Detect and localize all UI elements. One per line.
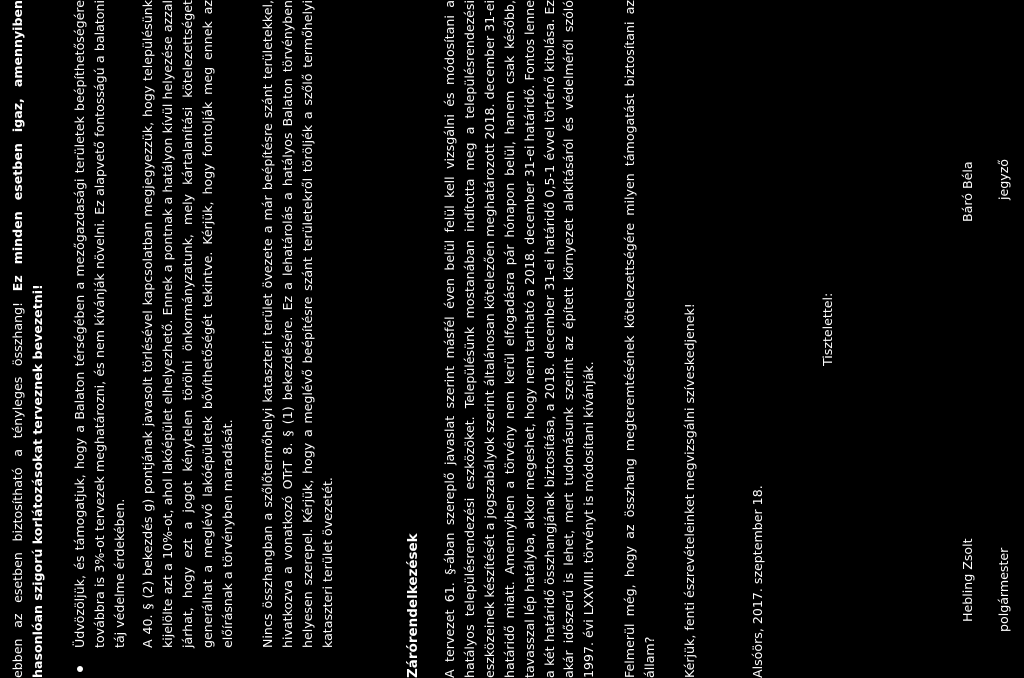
paragraph-question-text: Felmerül még, hogy az összhang megteremtésének kötelezettségére milyen támogatást biztosítani az állam? xyxy=(622,0,657,678)
signatory-name: Hebling Zsolt xyxy=(960,538,975,622)
date-line: Alsóörs, 2017. szeptember 18. xyxy=(750,485,765,678)
bullet-icon xyxy=(77,666,83,672)
paragraph-40-text: A 40. § (2) bekezdés g) pontjának javasolt törlésével kapcsolatban megjegyezzük, hogy településünk kijelölte azt a 10%-ot, ahol lakóépület elhelyezhető. Ennek a pontnak a hatályon kívül helyezése azzal járhat, hogy ezt a jogot kénytelen törölni önkormányzatunk, mely kártalanítási kötelezettséget generálhat a meglévő lakóépületek bővíthetőségét tekintve. Kérjük, hogy fontolják meg ennek az előírásnak a törvényben maradását. xyxy=(140,0,235,648)
paragraph-61 xyxy=(440,0,599,678)
salutation: Tisztelettel: xyxy=(820,292,835,366)
paragraph-szolo-text: Nincs összhangban a szőlőtermőhelyi kataszteri terület övezete a már beépítésre szánt területekkel, hivatkozva a vonatkozó OTrT 8. § (1) bekezdésére. Ez a lehatárolás a hatályos Balaton törvényben helyesen szerepel. Kérjük, hogy a meglévő beépítésre szánt területekről töröljék a szőlő termőhelyi kataszteri terület övezetét. xyxy=(260,0,335,648)
closing-request: Kérjük, fenti észrevételeinket megvizsgálni szíveskedjenek! xyxy=(682,303,697,678)
signatory-title: jegyző xyxy=(996,158,1011,200)
bullet-paragraph-text: Üdvözöljük, és támogatjuk, hogy a Balaton térségében a mezőgazdasági területek beépíthetőségére továbbra is 3%-ot tervezek meghatározni, és nem kívánják növelni. Ez alapvető fontosságú a balatoni táj védelme érdekében. xyxy=(72,0,127,648)
signatory-title: polgármester xyxy=(996,547,1011,632)
paragraph-61-text: A tervezet 61. §-ában szereplő javaslat szerint másfél éven belül felül kell vizsgálni és módosítani a hatályos településrendezési eszközöket. Településünk mostanában indította meg a településrendezési eszközeinek készítését a jogszabályok szerint általánosan kötelezően meghatározott 2018. december 31-ei határidő miatt. Amennyiben a törvény nem kerül elfogadásra pár hónapon belül, hanem csak később, tavasszal lép hatályba, akkor megeshet, hogy nem tartható a 2018. december 31-ei határidő. Fontos lenne a két határidő összhangjának biztosítása, a 2018. december 31-ei határidő 0,5-1 évvel történő kitolása. Ez akár időszerű is lehet, mert tudomásunk szerint az épített környezet alakításáról és védelméről szóló 1997. évi LXXVIII. törvényt is módosítani kívánják. xyxy=(442,0,597,678)
signatory-name: Báró Béla xyxy=(960,161,975,222)
paragraph-szolo xyxy=(258,0,338,648)
section-heading: Zárórendelkezések xyxy=(405,533,421,678)
paragraph-40 xyxy=(138,0,238,648)
intro-bold-text: Ez minden esetben igaz, amennyiben hasonlóan szigorú korlátozásokat terveznek bevezetni! xyxy=(10,0,45,678)
intro-paragraph xyxy=(8,0,48,678)
intro-text: ebben az esetben biztosítható a tényleges összhang! xyxy=(10,291,25,678)
paragraph-question xyxy=(620,0,660,678)
